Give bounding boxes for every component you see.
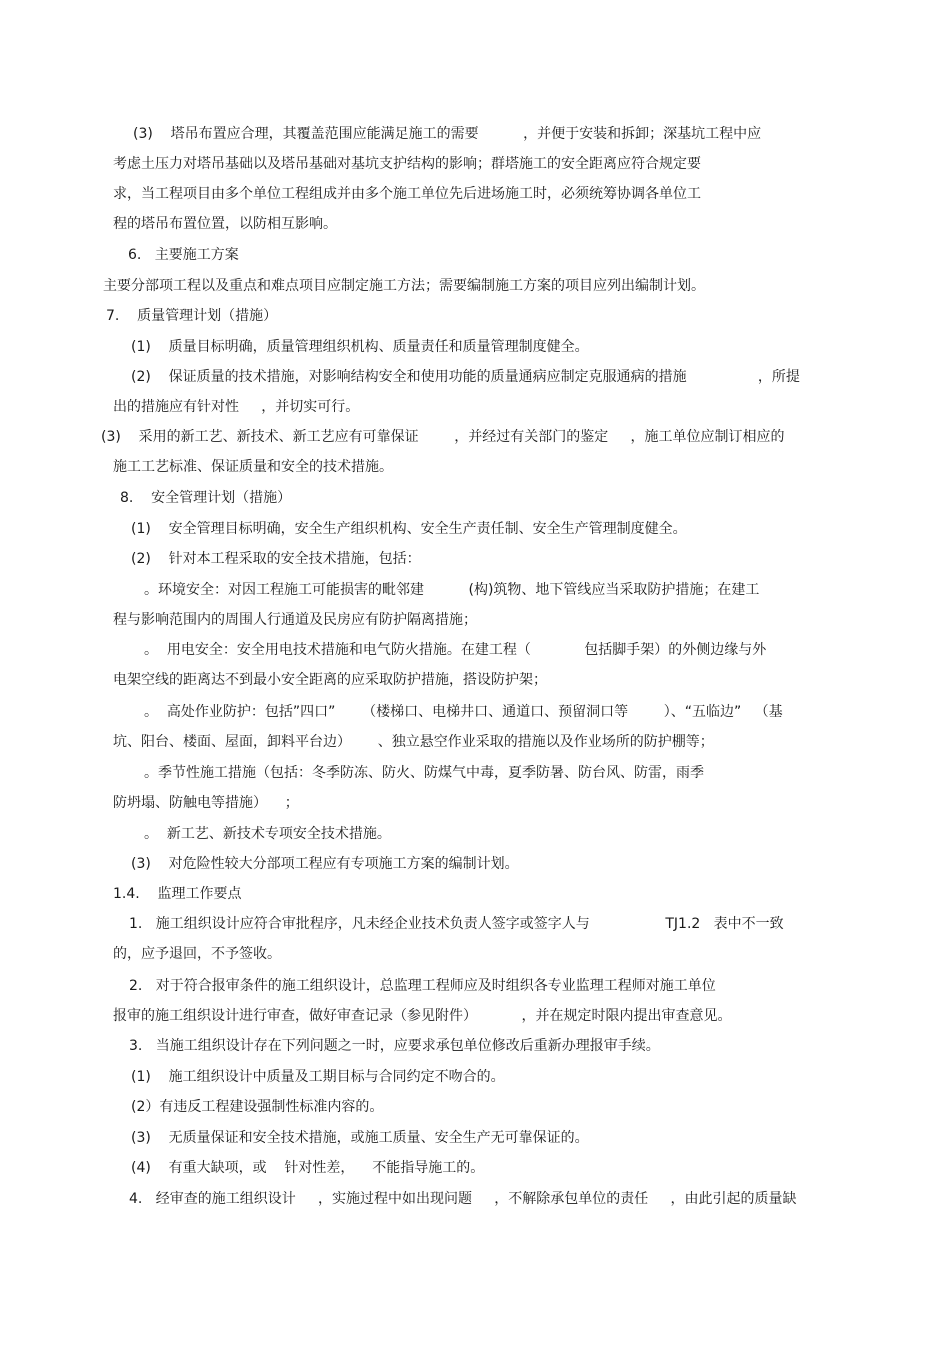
text-line: 的，应予退回，不予签收。 <box>113 946 281 962</box>
text-line: 。环境安全：对因工程施工可能损害的毗邻建 (构)筑物、地下管线应当采取防护措施；在建工 <box>144 582 760 598</box>
text-line: 施工工艺标准、保证质量和安全的技术措施。 <box>113 459 393 475</box>
text-line: 求，当工程项目由多个单位工程组成并由多个施工单位先后进场施工时，必须统筹协调各单位工 <box>113 186 701 202</box>
text-line: (1) 施工组织设计中质量及工期目标与合同约定不吻合的。 <box>131 1069 505 1085</box>
text-line: 。 高处作业防护：包括”四口” （楼梯口、电梯井口、通道口、预留洞口等 ）、“五临边” （基 <box>144 704 783 720</box>
section-heading: 1.4. 监理工作要点 <box>113 886 242 902</box>
text-line: 3. 当施工组织设计存在下列问题之一时，应要求承包单位修改后重新办理报审手续。 <box>129 1038 660 1054</box>
text-line: 程与影响范围内的周围人行通道及民房应有防护隔离措施； <box>113 612 477 628</box>
text-line: 考虑土压力对塔吊基础以及塔吊基础对基坑支护结构的影响；群塔施工的安全距离应符合规定要 <box>113 156 701 172</box>
text-line: 。 用电安全：安全用电技术措施和电气防火措施。在建工程（ 包括脚手架）的外侧边缘与外 <box>144 642 767 658</box>
text-line: (3) 采用的新工艺、新技术、新工艺应有可靠保证 ，并经过有关部门的鉴定 ，施工单位应制订相应的 <box>101 429 785 445</box>
section-heading: 7. 质量管理计划（措施） <box>106 308 278 324</box>
text-line: (3) 无质量保证和安全技术措施，或施工质量、安全生产无可靠保证的。 <box>131 1130 589 1146</box>
text-line: 防坍塌、防触电等措施） ； <box>113 795 299 811</box>
text-line: 主要分部项工程以及重点和难点项目应制定施工方法；需要编制施工方案的项目应列出编制计划。 <box>103 278 705 294</box>
text-line: 。季节性施工措施（包括：冬季防冻、防火、防煤气中毒，夏季防暑、防台风、防雷，雨季 <box>144 765 704 781</box>
section-heading: 8. 安全管理计划（措施） <box>120 490 292 506</box>
section-heading: 6. 主要施工方案 <box>128 247 239 263</box>
text-line: 出的措施应有针对性 ，并切实可行。 <box>113 399 360 415</box>
text-line: (3) 对危险性较大分部项工程应有专项施工方案的编制计划。 <box>131 856 519 872</box>
text-line: (4) 有重大缺项，或 针对性差， 不能指导施工的。 <box>131 1160 485 1176</box>
text-line: (1) 质量目标明确，质量管理组织机构、质量责任和质量管理制度健全。 <box>131 339 589 355</box>
text-line: (1) 安全管理目标明确，安全生产组织机构、安全生产责任制、安全生产管理制度健全。 <box>131 521 687 537</box>
text-line: 电架空线的距离达不到最小安全距离的应采取防护措施，搭设防护架； <box>113 672 547 688</box>
text-line: (2) 保证质量的技术措施，对影响结构安全和使用功能的质量通病应制定克服通病的措施 ，所提 <box>131 369 800 385</box>
text-line: (2) 针对本工程采取的安全技术措施，包括： <box>131 551 421 567</box>
text-line: 坑、阳台、楼面、屋面，卸料平台边） 、独立悬空作业采取的措施以及作业场所的防护棚等； <box>113 734 714 750</box>
text-line: 1. 施工组织设计应符合审批程序，凡未经企业技术负责人签字或签字人与 TJ1.2 表中不一致 <box>129 916 784 932</box>
text-line: 程的塔吊布置位置，以防相互影响。 <box>113 216 337 232</box>
text-line: 2. 对于符合报审条件的施工组织设计，总监理工程师应及时组织各专业监理工程师对施工单位 <box>129 978 716 994</box>
text-line: 。 新工艺、新技术专项安全技术措施。 <box>144 826 391 842</box>
text-line: (3) 塔吊布置应合理，其覆盖范围应能满足施工的需要 ，并便于安装和拆卸；深基坑工程中应 <box>133 126 762 142</box>
text-line: 4. 经审查的施工组织设计 ，实施过程中如出现问题 ，不解除承包单位的责任 ，由此引起的质量缺 <box>129 1191 797 1207</box>
text-line: (2）有违反工程建设强制性标准内容的。 <box>131 1099 384 1115</box>
text-line: 报审的施工组织设计进行审查，做好审查记录（参见附件） ，并在规定时限内提出审查意见。 <box>113 1008 732 1024</box>
